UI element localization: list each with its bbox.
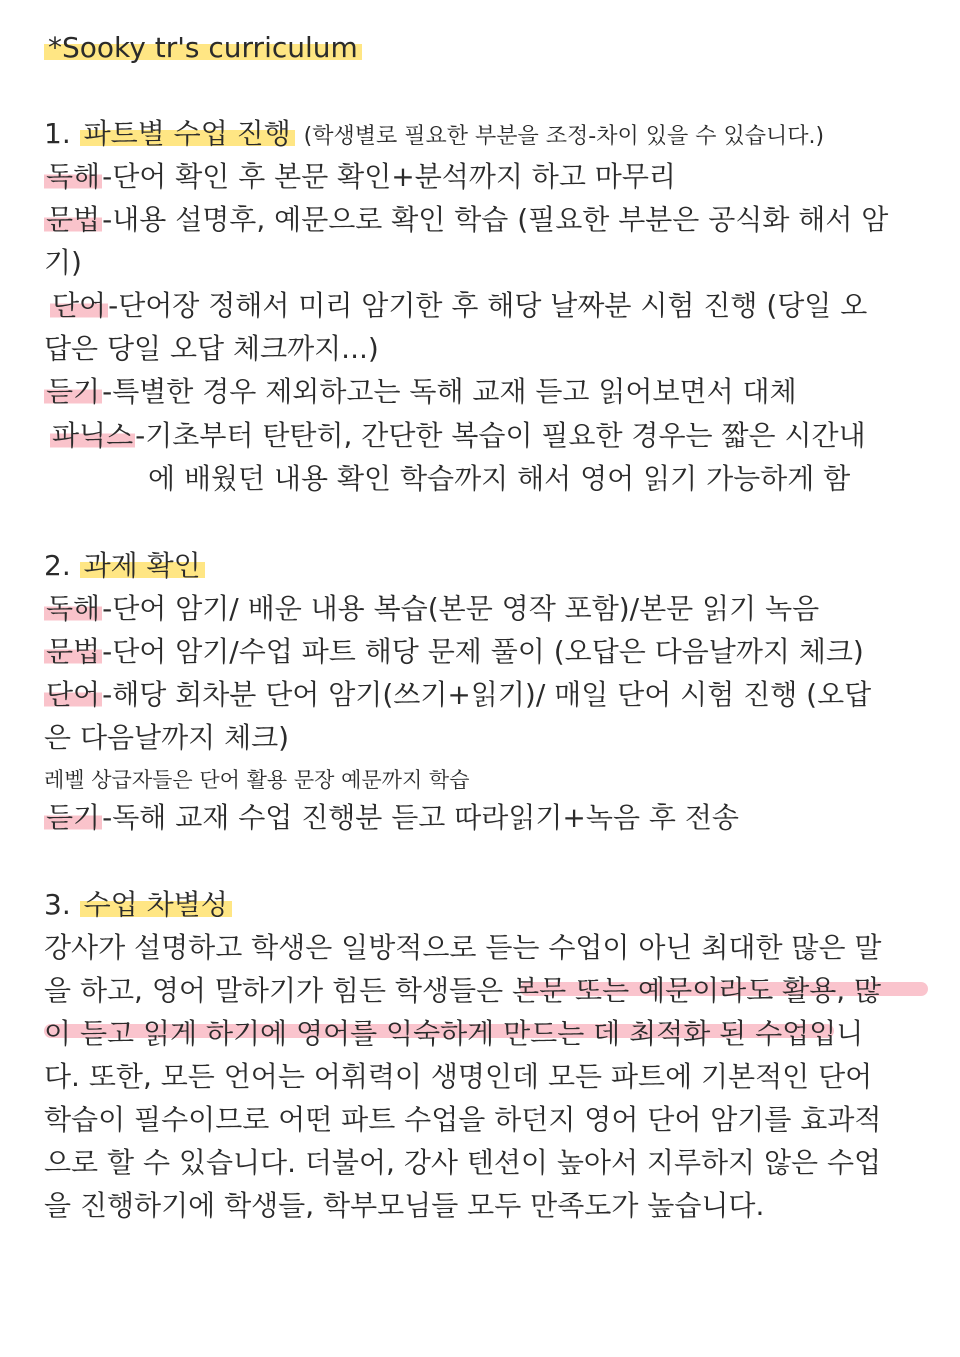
s3-paragraph-line — [44, 971, 881, 1011]
s1-grammar-text-2: 기) — [44, 246, 82, 279]
s2-listening-line — [44, 798, 739, 838]
s1-reading-text: -단어 확인 후 본문 확인+분석까지 하고 마무리 — [102, 160, 676, 193]
s1-listening-line — [44, 372, 797, 412]
s1-reading-label: 독해 — [46, 160, 101, 193]
s2-grammar-label: 문법 — [46, 635, 101, 668]
section-number: 1. — [44, 117, 71, 150]
s2-vocab-extra-text: 레벨 상급자들은 단어 활용 문장 예문까지 학습 — [44, 768, 470, 792]
section-number: 2. — [44, 549, 71, 582]
section-title: 수업 차별성 — [80, 888, 232, 921]
s2-vocab-line-2 — [44, 718, 289, 758]
s1-vocab-text: -단어장 정해서 미리 암기한 후 해당 날짜분 시험 진행 (당일 오 — [108, 289, 868, 322]
s2-vocab-line — [44, 675, 871, 715]
s1-phonics-label: 파닉스 — [52, 419, 134, 452]
s1-vocab-line-2 — [44, 329, 379, 369]
s1-grammar-label: 문법 — [46, 203, 101, 236]
s1-vocab-line — [50, 286, 867, 326]
s1-vocab-label: 단어 — [52, 289, 107, 322]
s1-phonics-text: -기초부터 탄탄히, 간단한 복습이 필요한 경우는 짧은 시간내 — [135, 419, 866, 452]
s1-listening-text: -특별한 경우 제외하고는 독해 교재 듣고 읽어보면서 대체 — [102, 375, 797, 408]
section-3-heading — [44, 885, 232, 925]
s3-paragraph-text: 을 진행하기에 학생들, 학부모님들 모두 만족도가 높습니다. — [44, 1189, 765, 1222]
s3-paragraph-text: 다. 또한, 모든 언어는 어휘력이 생명인데 모든 파트에 기본적인 단어 — [44, 1060, 873, 1093]
s2-grammar-text: -단어 암기/수업 파트 해당 문제 풀이 (오답은 다음날까지 체크) — [102, 635, 864, 668]
s3-paragraph-text: 으로 할 수 있습니다. 더불어, 강사 텐션이 높아서 지루하지 않은 수업 — [44, 1146, 882, 1179]
s1-grammar-line — [44, 200, 888, 240]
s2-reading-line — [44, 589, 819, 629]
s2-listening-label: 듣기 — [46, 801, 101, 834]
s3-paragraph-line — [44, 928, 881, 968]
s2-listening-text: -독해 교재 수업 진행분 듣고 따라읽기+녹음 후 전송 — [102, 801, 739, 834]
s3-paragraph-text: 이 듣고 읽게 하기에 영어를 익숙하게 만드는 데 최적화 된 수업입니 — [44, 1017, 864, 1050]
s3-paragraph-text: 학습이 필수이므로 어떤 파트 수업을 하던지 영어 단어 암기를 효과적 — [44, 1103, 882, 1136]
section-number: 3. — [44, 888, 71, 921]
s2-vocab-label: 단어 — [46, 678, 101, 711]
document-title — [44, 28, 362, 68]
s2-vocab-text-2: 은 다음날까지 체크) — [44, 721, 290, 754]
s3-paragraph-line — [44, 1014, 863, 1054]
s3-paragraph-line — [44, 1057, 872, 1097]
s3-paragraph-line — [44, 1100, 881, 1140]
s3-paragraph-line — [44, 1186, 764, 1226]
section-title: 파트별 수업 진행 — [80, 117, 295, 150]
section-note: (학생별로 필요한 부분을 조정-차이 있을 수 있습니다.) — [303, 124, 825, 149]
section-title: 과제 확인 — [80, 549, 205, 582]
s1-phonics-line — [50, 416, 866, 456]
title-highlight: *Sooky tr's curriculum — [44, 31, 362, 64]
section-1-heading — [44, 114, 824, 157]
s1-grammar-line-2 — [44, 243, 82, 283]
s2-vocab-extra — [44, 760, 469, 800]
s3-paragraph-text: 강사가 설명하고 학생은 일방적으로 듣는 수업이 아닌 최대한 많은 말 — [44, 931, 882, 964]
s1-reading-line — [44, 157, 676, 197]
s2-vocab-text: -해당 회차분 단어 암기(쓰기+읽기)/ 매일 단어 시험 진행 (오답 — [102, 678, 872, 711]
s3-paragraph-text: 을 하고, 영어 말하기가 힘든 학생들은 본문 또는 예문이라도 활용, 많 — [44, 974, 882, 1007]
s2-reading-label: 독해 — [46, 592, 101, 625]
s1-phonics-line-2 — [148, 459, 850, 499]
s1-listening-label: 듣기 — [46, 375, 101, 408]
s2-grammar-line — [44, 632, 864, 672]
section-2-heading — [44, 546, 205, 586]
s1-vocab-text-2: 답은 당일 오답 체크까지...) — [44, 332, 379, 365]
s1-phonics-text-2: 에 배웠던 내용 확인 학습까지 해서 영어 읽기 가능하게 함 — [148, 462, 851, 495]
s3-paragraph-line — [44, 1143, 881, 1183]
s2-reading-text: -단어 암기/ 배운 내용 복습(본문 영작 포함)/본문 읽기 녹음 — [102, 592, 820, 625]
s1-grammar-text: -내용 설명후, 예문으로 확인 학습 (필요한 부분은 공식화 해서 암 — [102, 203, 889, 236]
